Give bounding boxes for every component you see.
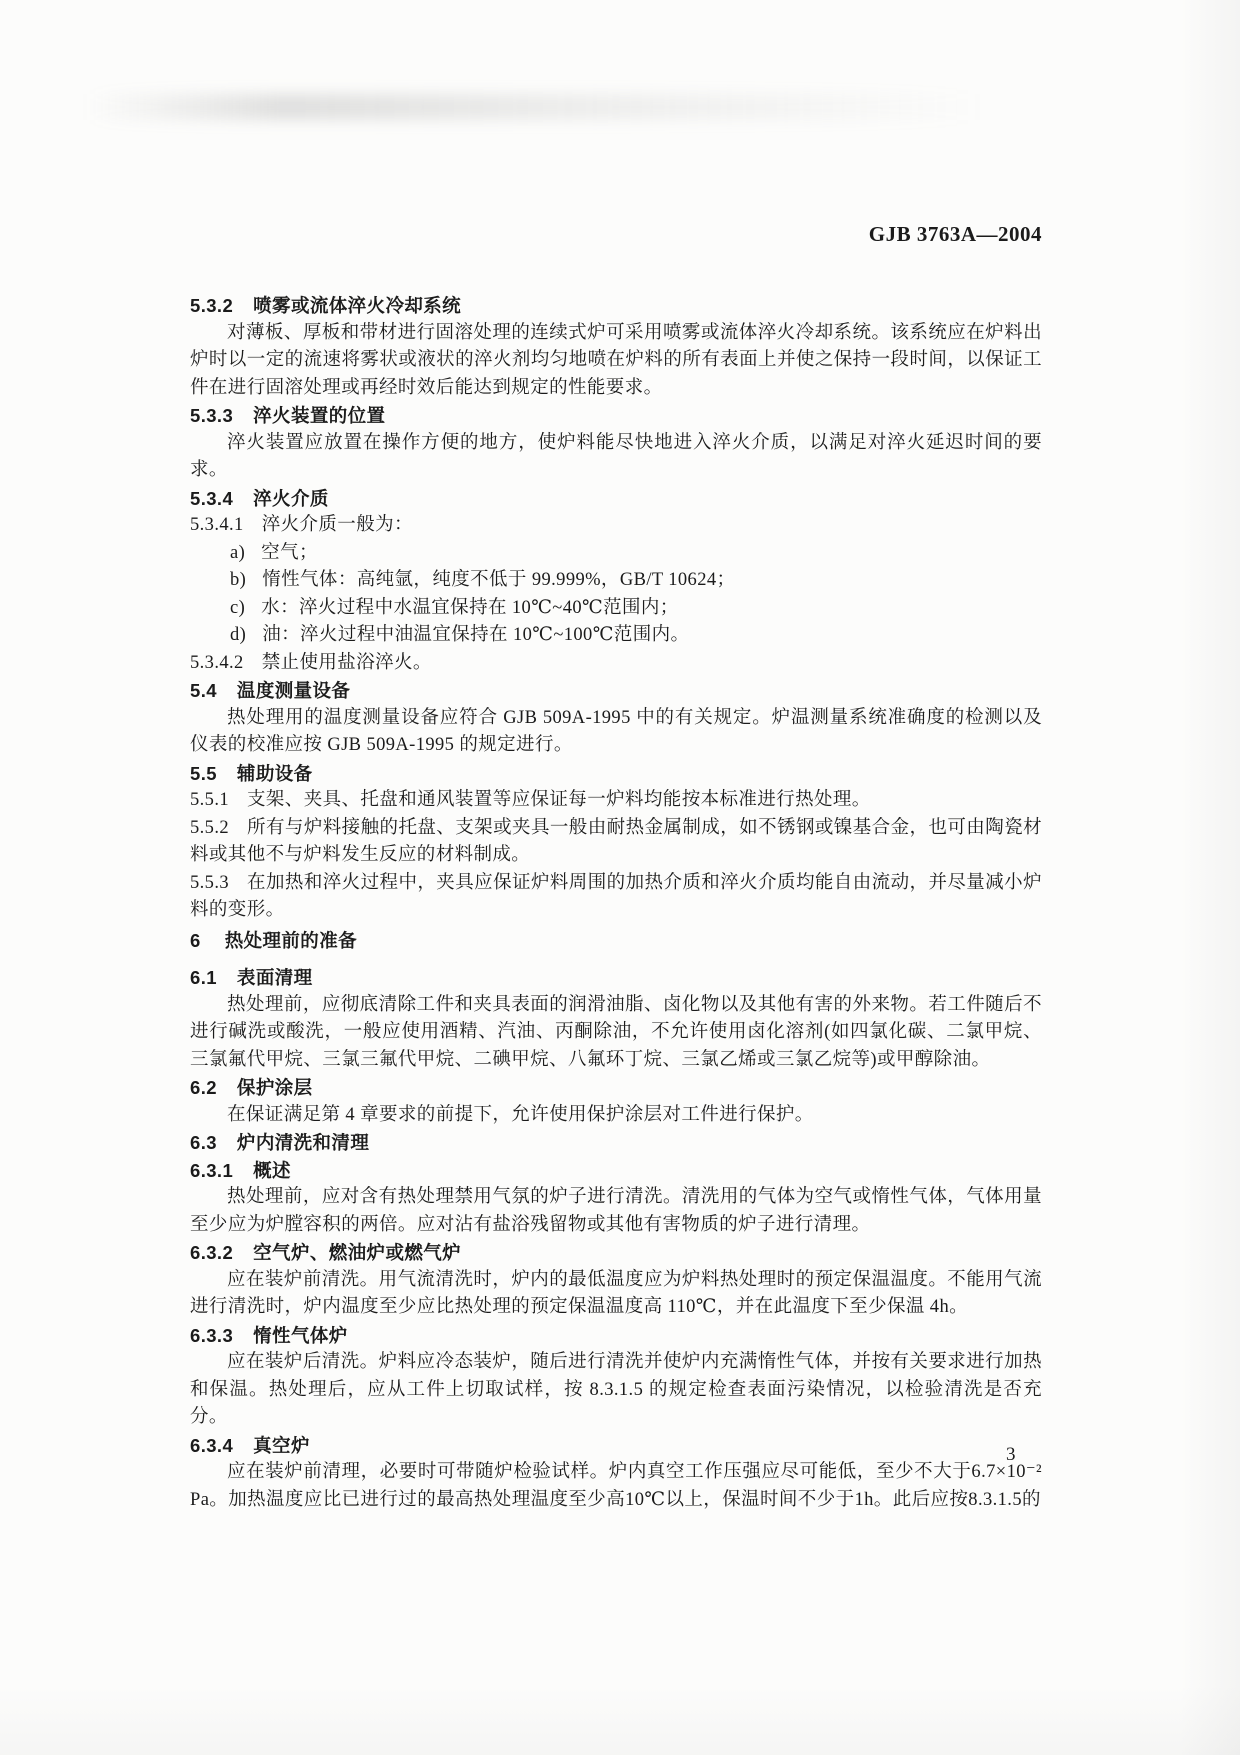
- clause-heading-title: 淬火介质: [253, 487, 329, 509]
- clause-heading-number: 6.2: [190, 1077, 217, 1098]
- paragraph: 对薄板、厚板和带材进行固溶处理的连续式炉可采用喷雾或流体淬火冷却系统。该系统应在炉料出炉时以一定的流速将雾状或液状的淬火剂均匀地喷在炉料的所有表面上并使之保持一段时间，以保证工件在进行固溶处理或再经时效后能达到规定的性能要求。: [190, 322, 1042, 398]
- clause-heading-title: 热处理前的准备: [224, 929, 358, 951]
- clause-heading-6.1: [190, 964, 1042, 992]
- document-body: [190, 292, 1042, 1514]
- paragraph: 热处理前，应对含有热处理禁用气氛的炉子进行清洗。清洗用的气体为空气或惰性气体，气体用量至少应为炉膛容积的两倍。应对沾有盐浴残留物或其他有害物质的炉子进行清理。: [190, 1187, 1042, 1235]
- clause-heading-title: 喷雾或流体淬火冷却系统: [253, 295, 462, 316]
- list-item-marker: b): [230, 570, 247, 590]
- clause-text-5.3.4.2: 5.3.4.2 禁止使用盐浴淬火。: [190, 652, 432, 673]
- clause-text-5.5.1: 5.5.1 支架、夹具、托盘和通风装置等应保证每一炉料均能按本标准进行热处理。: [190, 790, 871, 810]
- list-item-text: 油：淬火过程中油温宜保持在 10℃~100℃范围内。: [262, 625, 690, 645]
- document-content: [190, 222, 1042, 1514]
- clause-heading-5.3.3: [190, 402, 1042, 430]
- clause-heading-6: [190, 927, 1042, 955]
- clause-heading-title: 表面清理: [236, 967, 313, 988]
- clause-text-5.3.4.1: 5.3.4.1 淬火介质一般为：: [190, 515, 413, 535]
- paragraph: 在保证满足第 4 章要求的前提下，允许使用保护涂层对工件进行保护。: [227, 1104, 814, 1125]
- clause-heading-6.3.1: [190, 1157, 1042, 1185]
- paragraph: 应在装炉前清理，必要时可带随炉检验试样。炉内真空工作压强应尽可能低，至少不大于6.7×10⁻² Pa。加热温度应比已进行过的最高热处理温度至少高10℃以上，保温时间不少于1h。此后应按8.3.1.5的: [190, 1462, 1042, 1510]
- clause-heading-number: 6.3.1: [190, 1159, 234, 1181]
- clause-heading-title: 炉内清洗和清理: [236, 1132, 370, 1153]
- clause-heading-number: 5.3.3: [190, 405, 234, 426]
- standard-number-header: GJB 3763A—2004: [868, 222, 1042, 246]
- clause-heading-number: 6.1: [190, 967, 217, 988]
- clause-heading-title: 惰性气体炉: [253, 1324, 348, 1346]
- clause-heading-title: 保护涂层: [236, 1077, 313, 1098]
- list-item-text: 水：淬火过程中水温宜保持在 10℃~40℃范围内；: [261, 597, 679, 618]
- clause-heading-title: 辅助设备: [236, 762, 313, 784]
- page-number: 3: [1006, 1444, 1016, 1465]
- paragraph: 热处理前，应彻底清除工件和夹具表面的润滑油脂、卤化物以及其他有害的外来物。若工件随后不进行碱洗或酸洗，一般应使用酒精、汽油、丙酮除油，不允许使用卤化溶剂(如四氯化碳、二氯甲烷、三氯氟代甲烷、三氯三氟代甲烷、二碘甲烷、八氟环丁烷、三氯乙烯或三氯乙烷等)或甲醇除油。: [190, 994, 1042, 1070]
- paragraph: 热处理用的温度测量设备应符合 GJB 509A-1995 中的有关规定。炉温测量系统准确度的检测以及仪表的校准应按 GJB 509A-1995 的规定进行。: [190, 707, 1042, 755]
- clause-heading-5.3.4: [190, 485, 1042, 513]
- scan-artifact-bottom-shade: [0, 1685, 1240, 1755]
- clause-heading-number: 5.3.4: [190, 487, 234, 509]
- clause-number: 5.5.3: [190, 872, 229, 893]
- clause-heading-title: 真空炉: [253, 1434, 310, 1456]
- clause-number: 5.3.4.1: [190, 515, 244, 535]
- clause-heading-title: 淬火装置的位置: [253, 405, 386, 426]
- clause-heading-6.3.3: [190, 1322, 1042, 1350]
- list-item-marker: c): [230, 597, 246, 618]
- clause-heading-6.2: [190, 1074, 1042, 1102]
- paragraph: 淬火装置应放置在操作方便的地方，使炉料能尽快地进入淬火介质，以满足对淬火延迟时间的要求。: [190, 432, 1042, 480]
- clause-heading-title: 温度测量设备: [236, 680, 351, 701]
- scan-artifact-right-shade: [1180, 0, 1240, 1755]
- paragraph: 应在装炉后清洗。炉料应冷态装炉，随后进行清洗并使炉内充满惰性气体，并按有关要求进行加热和保温。热处理后，应从工件上切取试样，按 8.3.1.5 的规定检查表面污染情况，以检验清洗是否充分。: [190, 1352, 1042, 1427]
- clause-heading-5.3.2: [190, 292, 1042, 320]
- clause-heading-6.3.2: [190, 1239, 1042, 1267]
- clause-heading-title: 概述: [253, 1159, 291, 1181]
- list-item-marker: d): [230, 625, 247, 645]
- clause-heading-number: 6.3.4: [190, 1434, 234, 1456]
- clause-number: 5.5.2: [190, 817, 229, 838]
- clause-heading-5.4: [190, 677, 1042, 705]
- clause-number: 5.5.1: [190, 790, 229, 810]
- list-item-marker: a): [230, 542, 246, 563]
- clause-heading-number: 5.4: [190, 680, 217, 701]
- clause-text-5.5.3: 5.5.3 在加热和淬火过程中，夹具应保证炉料周围的加热介质和淬火介质均能自由流动，并尽量减小炉料的变形。: [190, 872, 1042, 920]
- list-item-d: [190, 622, 1042, 650]
- clause-heading-title: 空气炉、燃油炉或燃气炉: [253, 1242, 462, 1263]
- clause-heading-number: 6.3.3: [190, 1324, 234, 1346]
- scan-artifact-streak: [85, 94, 985, 120]
- list-item-c: [190, 595, 1042, 623]
- list-item-b: [190, 567, 1042, 595]
- clause-heading-6.3: [190, 1129, 1042, 1157]
- clause-heading-number: 6.3: [190, 1132, 217, 1153]
- list-item-text: 空气；: [261, 542, 318, 563]
- clause-heading-number: 5.5: [190, 762, 217, 784]
- paragraph: 应在装炉前清洗。用气流清洗时，炉内的最低温度应为炉料热处理时的预定保温温度。不能用气流进行清洗时，炉内温度至少应比热处理的预定保温温度高 110℃，并在此温度下至少保温 4h。: [190, 1269, 1042, 1317]
- clause-heading-5.5: [190, 760, 1042, 788]
- clause-heading-6.3.4: [190, 1432, 1042, 1460]
- list-item-text: 惰性气体：高纯氩，纯度不低于 99.999%，GB/T 10624；: [262, 570, 736, 590]
- clause-number: 5.3.4.2: [190, 652, 244, 673]
- clause-heading-number: 5.3.2: [190, 295, 234, 316]
- list-item-a: [190, 540, 1042, 568]
- clause-text-5.5.2: 5.5.2 所有与炉料接触的托盘、支架或夹具一般由耐热金属制成，如不锈钢或镍基合金，也可由陶瓷材料或其他不与炉料发生反应的材料制成。: [190, 817, 1042, 865]
- clause-heading-number: 6.3.2: [190, 1242, 234, 1263]
- clause-heading-number: 6: [190, 929, 201, 951]
